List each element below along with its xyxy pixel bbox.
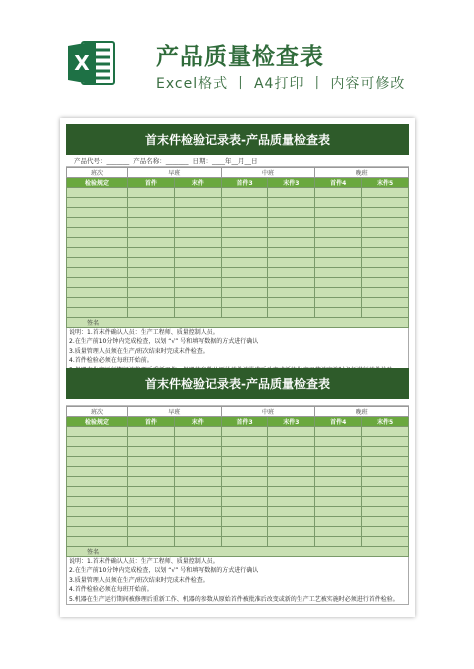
shift-label: 班次 [67, 168, 128, 178]
table-cell[interactable] [67, 248, 128, 258]
table-cell[interactable] [221, 537, 268, 547]
table-row [67, 278, 409, 288]
table-cell[interactable] [128, 447, 175, 457]
table-cell[interactable] [67, 517, 128, 527]
table-cell[interactable] [315, 447, 362, 457]
table-cell[interactable] [268, 308, 315, 318]
table-cell[interactable] [174, 517, 221, 527]
table-cell[interactable] [221, 487, 268, 497]
table-cell[interactable] [67, 218, 128, 228]
table-cell[interactable] [221, 507, 268, 517]
table-cell[interactable] [128, 497, 175, 507]
table-row [67, 228, 409, 238]
col-first-3: 首件3 [221, 417, 268, 427]
excel-icon [66, 38, 116, 88]
col-last-5: 末件5 [362, 417, 409, 427]
table-cell[interactable] [221, 268, 268, 278]
table-row [67, 308, 409, 318]
signature-label: 签名 [67, 547, 409, 557]
table-cell[interactable] [174, 467, 221, 477]
table-cell[interactable] [128, 188, 175, 198]
shift-early: 早班 [128, 407, 222, 417]
shift-early: 早班 [128, 168, 222, 178]
col-spec: 检验规定 [67, 178, 128, 188]
table-cell[interactable] [221, 228, 268, 238]
table-cell[interactable] [174, 477, 221, 487]
table-cell[interactable] [221, 258, 268, 268]
table-row [67, 248, 409, 258]
inspection-table [66, 167, 409, 328]
table-cell[interactable] [174, 447, 221, 457]
shift-middle: 中班 [221, 168, 315, 178]
table-cell[interactable] [128, 238, 175, 248]
table-cell[interactable] [268, 497, 315, 507]
table-cell[interactable] [315, 437, 362, 447]
table-cell[interactable] [67, 507, 128, 517]
shift-label: 班次 [67, 407, 128, 417]
note-line: 说明：1.首末件确认人员：生产工程师、质量控制人员。 [69, 558, 219, 565]
table-row [67, 198, 409, 208]
table-cell[interactable] [67, 208, 128, 218]
table-row [67, 457, 409, 467]
product-name-label: 产品名称： [133, 157, 166, 165]
col-last-5: 末件5 [362, 178, 409, 188]
table-cell[interactable] [362, 447, 409, 457]
table-cell[interactable] [315, 198, 362, 208]
table-cell[interactable] [128, 527, 175, 537]
table-row [67, 537, 409, 547]
signature-row [67, 547, 409, 557]
table-cell[interactable] [315, 258, 362, 268]
table-cell[interactable] [362, 497, 409, 507]
table-cell[interactable] [362, 487, 409, 497]
shift-night: 晚班 [315, 168, 409, 178]
table-cell[interactable] [315, 218, 362, 228]
table-cell[interactable] [67, 447, 128, 457]
table-row [67, 487, 409, 497]
table-cell[interactable] [221, 298, 268, 308]
table-cell[interactable] [315, 487, 362, 497]
signature-label: 签名 [67, 318, 409, 328]
table-cell[interactable] [67, 527, 128, 537]
table-cell[interactable] [67, 467, 128, 477]
notes [66, 557, 409, 605]
table-cell[interactable] [268, 467, 315, 477]
table-cell[interactable] [174, 198, 221, 208]
table-cell[interactable] [174, 298, 221, 308]
signature-row [67, 318, 409, 328]
table-cell[interactable] [268, 228, 315, 238]
col-first-3: 首件3 [221, 178, 268, 188]
column-header-row [67, 178, 409, 188]
page-subtitle: Excel格式 丨 A4打印 丨 内容可修改 [156, 76, 406, 92]
table-cell[interactable] [362, 238, 409, 248]
table-cell[interactable] [221, 457, 268, 467]
date-year[interactable]: ____年 [212, 157, 232, 165]
table-cell[interactable] [128, 308, 175, 318]
table-cell[interactable] [174, 288, 221, 298]
table-cell[interactable] [315, 278, 362, 288]
table-cell[interactable] [128, 268, 175, 278]
table-row [67, 208, 409, 218]
table-cell[interactable] [67, 537, 128, 547]
note-line: 2.在生产前10分钟内完成检查，以划 “√” 号和填写数据的方式进行确认 [69, 567, 259, 575]
col-first-1: 首件 [128, 178, 175, 188]
col-first-4: 首件4 [315, 417, 362, 427]
table-row [67, 437, 409, 447]
table-cell[interactable] [174, 437, 221, 447]
table-cell[interactable] [128, 457, 175, 467]
table-cell[interactable] [174, 208, 221, 218]
table-cell[interactable] [268, 427, 315, 437]
table-cell[interactable] [362, 298, 409, 308]
inspection-form-2 [66, 368, 409, 605]
table-cell[interactable] [174, 278, 221, 288]
table-cell[interactable] [174, 457, 221, 467]
table-cell[interactable] [268, 218, 315, 228]
table-cell[interactable] [362, 208, 409, 218]
table-cell[interactable] [221, 288, 268, 298]
table-cell[interactable] [67, 268, 128, 278]
table-cell[interactable] [315, 248, 362, 258]
table-row [67, 268, 409, 278]
data-rows [67, 188, 409, 318]
table-cell[interactable] [128, 298, 175, 308]
date-day[interactable]: __日 [244, 157, 258, 165]
shift-row [67, 407, 409, 417]
table-cell[interactable] [221, 437, 268, 447]
table-cell[interactable] [221, 527, 268, 537]
table-cell[interactable] [67, 278, 128, 288]
data-rows [67, 427, 409, 547]
table-cell[interactable] [362, 537, 409, 547]
table-cell[interactable] [268, 537, 315, 547]
table-cell[interactable] [174, 308, 221, 318]
shift-middle: 中班 [221, 407, 315, 417]
table-cell[interactable] [315, 288, 362, 298]
table-cell[interactable] [128, 477, 175, 487]
table-cell[interactable] [67, 487, 128, 497]
table-row [67, 258, 409, 268]
inspection-form-1 [66, 124, 409, 376]
table-cell[interactable] [221, 188, 268, 198]
inspection-table [66, 406, 409, 557]
table-cell[interactable] [362, 507, 409, 517]
table-cell[interactable] [315, 268, 362, 278]
table-cell[interactable] [362, 198, 409, 208]
table-cell[interactable] [67, 437, 128, 447]
table-cell[interactable] [128, 218, 175, 228]
table-cell[interactable] [174, 258, 221, 268]
table-cell[interactable] [315, 298, 362, 308]
table-cell[interactable] [174, 188, 221, 198]
table-cell[interactable] [268, 238, 315, 248]
col-last-3: 末件3 [268, 178, 315, 188]
table-cell[interactable] [315, 427, 362, 437]
table-cell[interactable] [268, 188, 315, 198]
table-cell[interactable] [362, 288, 409, 298]
table-cell[interactable] [67, 228, 128, 238]
table-cell[interactable] [128, 248, 175, 258]
table-row [67, 477, 409, 487]
table-cell[interactable] [67, 308, 128, 318]
product-info-line [66, 399, 409, 406]
table-cell[interactable] [362, 517, 409, 527]
table-cell[interactable] [221, 248, 268, 258]
table-cell[interactable] [174, 487, 221, 497]
table-cell[interactable] [315, 497, 362, 507]
table-cell[interactable] [221, 477, 268, 487]
shift-night: 晚班 [315, 407, 409, 417]
note-line: 5.机器在生产运行期间被修理后重新工作、机器的参数从原始首件被批准后改变或新的生产工艺被实施时必须进行首件检验。 [69, 595, 399, 603]
table-cell[interactable] [128, 467, 175, 477]
table-row [67, 467, 409, 477]
table-cell[interactable] [315, 517, 362, 527]
product-code-blank[interactable]: _______ [106, 156, 130, 165]
table-cell[interactable] [268, 437, 315, 447]
table-row [67, 218, 409, 228]
table-cell[interactable] [268, 298, 315, 308]
table-cell[interactable] [67, 298, 128, 308]
form-title: 首末件检验记录表-产品质量检查表 [66, 124, 409, 155]
table-cell[interactable] [268, 278, 315, 288]
table-cell[interactable] [362, 228, 409, 238]
note-line: 4.首件检验必须在每班开始前。 [69, 586, 153, 594]
table-cell[interactable] [174, 248, 221, 258]
table-cell[interactable] [221, 467, 268, 477]
table-cell[interactable] [362, 457, 409, 467]
table-cell[interactable] [362, 218, 409, 228]
table-cell[interactable] [67, 427, 128, 437]
table-cell[interactable] [128, 437, 175, 447]
table-cell[interactable] [268, 258, 315, 268]
table-cell[interactable] [315, 537, 362, 547]
table-cell[interactable] [174, 507, 221, 517]
shift-row [67, 168, 409, 178]
product-code-label: 产品代号： [74, 157, 107, 165]
table-cell[interactable] [174, 527, 221, 537]
table-cell[interactable] [67, 198, 128, 208]
table-cell[interactable] [315, 477, 362, 487]
table-cell[interactable] [315, 188, 362, 198]
table-cell[interactable] [362, 477, 409, 487]
table-cell[interactable] [362, 437, 409, 447]
table-cell[interactable] [362, 527, 409, 537]
table-cell[interactable] [221, 517, 268, 527]
product-name-blank[interactable]: _______ [165, 156, 189, 165]
table-row [67, 507, 409, 517]
table-cell[interactable] [268, 527, 315, 537]
table-cell[interactable] [362, 278, 409, 288]
table-cell[interactable] [128, 517, 175, 527]
table-cell[interactable] [67, 497, 128, 507]
date-label: 日期： [192, 157, 212, 165]
table-cell[interactable] [315, 467, 362, 477]
table-cell[interactable] [268, 447, 315, 457]
page-header [0, 0, 474, 112]
table-cell[interactable] [315, 527, 362, 537]
table-cell[interactable] [315, 228, 362, 238]
table-cell[interactable] [221, 427, 268, 437]
table-cell[interactable] [128, 288, 175, 298]
table-row [67, 238, 409, 248]
table-cell[interactable] [268, 198, 315, 208]
table-cell[interactable] [174, 268, 221, 278]
note-line: 3.质量管理人员须在生产/班次结束时完成末件检查。 [69, 347, 209, 355]
table-cell[interactable] [268, 477, 315, 487]
table-row [67, 517, 409, 527]
table-cell[interactable] [221, 447, 268, 457]
note-line: 说明：1.首末件确认人员：生产工程师、质量控制人员。 [69, 329, 219, 336]
table-cell[interactable] [362, 248, 409, 258]
product-info-line [66, 155, 409, 167]
table-cell[interactable] [128, 507, 175, 517]
table-cell[interactable] [268, 248, 315, 258]
form-title: 首末件检验记录表-产品质量检查表 [66, 368, 409, 399]
table-cell[interactable] [221, 238, 268, 248]
table-row [67, 188, 409, 198]
table-cell[interactable] [221, 278, 268, 288]
table-cell[interactable] [221, 497, 268, 507]
table-cell[interactable] [174, 218, 221, 228]
table-cell[interactable] [174, 238, 221, 248]
table-cell[interactable] [362, 268, 409, 278]
table-cell[interactable] [128, 427, 175, 437]
table-cell[interactable] [315, 208, 362, 218]
table-cell[interactable] [315, 308, 362, 318]
table-cell[interactable] [67, 288, 128, 298]
table-cell[interactable] [268, 208, 315, 218]
table-cell[interactable] [362, 258, 409, 268]
table-cell[interactable] [221, 208, 268, 218]
page-title: 产品质量检查表 [156, 44, 324, 70]
table-row [67, 298, 409, 308]
table-cell[interactable] [362, 188, 409, 198]
table-cell[interactable] [268, 517, 315, 527]
table-row [67, 497, 409, 507]
table-cell[interactable] [221, 198, 268, 208]
date-month[interactable]: __月 [231, 157, 245, 165]
table-cell[interactable] [174, 427, 221, 437]
table-cell[interactable] [315, 457, 362, 467]
table-cell[interactable] [128, 208, 175, 218]
col-last-1: 末件 [174, 178, 221, 188]
note-line: 4.首件检验必须在每班开始前。 [69, 357, 153, 365]
table-cell[interactable] [128, 258, 175, 268]
table-cell[interactable] [174, 537, 221, 547]
table-cell[interactable] [128, 487, 175, 497]
table-row [67, 427, 409, 437]
note-line: 3.质量管理人员须在生产/班次结束时完成末件检查。 [69, 576, 209, 584]
col-last-3: 末件3 [268, 417, 315, 427]
table-cell[interactable] [268, 487, 315, 497]
table-cell[interactable] [128, 198, 175, 208]
table-cell[interactable] [221, 218, 268, 228]
table-cell[interactable] [315, 238, 362, 248]
table-cell[interactable] [362, 467, 409, 477]
table-cell[interactable] [67, 238, 128, 248]
note-line: 2.在生产前10分钟内完成检查，以划 “√” 号和填写数据的方式进行确认 [69, 338, 259, 346]
table-cell[interactable] [67, 188, 128, 198]
table-row [67, 288, 409, 298]
table-cell[interactable] [67, 457, 128, 467]
table-cell[interactable] [268, 507, 315, 517]
table-cell[interactable] [268, 268, 315, 278]
table-cell[interactable] [268, 288, 315, 298]
table-cell[interactable] [221, 308, 268, 318]
table-cell[interactable] [315, 507, 362, 517]
table-row [67, 527, 409, 537]
col-spec: 检验规定 [67, 417, 128, 427]
table-cell[interactable] [362, 308, 409, 318]
col-last-1: 末件 [174, 417, 221, 427]
table-cell[interactable] [128, 537, 175, 547]
column-header-row [67, 417, 409, 427]
table-cell[interactable] [174, 497, 221, 507]
table-cell[interactable] [128, 278, 175, 288]
svg-text:X: X [74, 51, 90, 75]
table-cell[interactable] [268, 457, 315, 467]
col-first-4: 首件4 [315, 178, 362, 188]
table-cell[interactable] [362, 427, 409, 437]
table-cell[interactable] [128, 228, 175, 238]
table-cell[interactable] [174, 228, 221, 238]
document-preview [60, 118, 415, 617]
col-first-1: 首件 [128, 417, 175, 427]
table-cell[interactable] [67, 258, 128, 268]
table-cell[interactable] [67, 477, 128, 487]
table-row [67, 447, 409, 457]
